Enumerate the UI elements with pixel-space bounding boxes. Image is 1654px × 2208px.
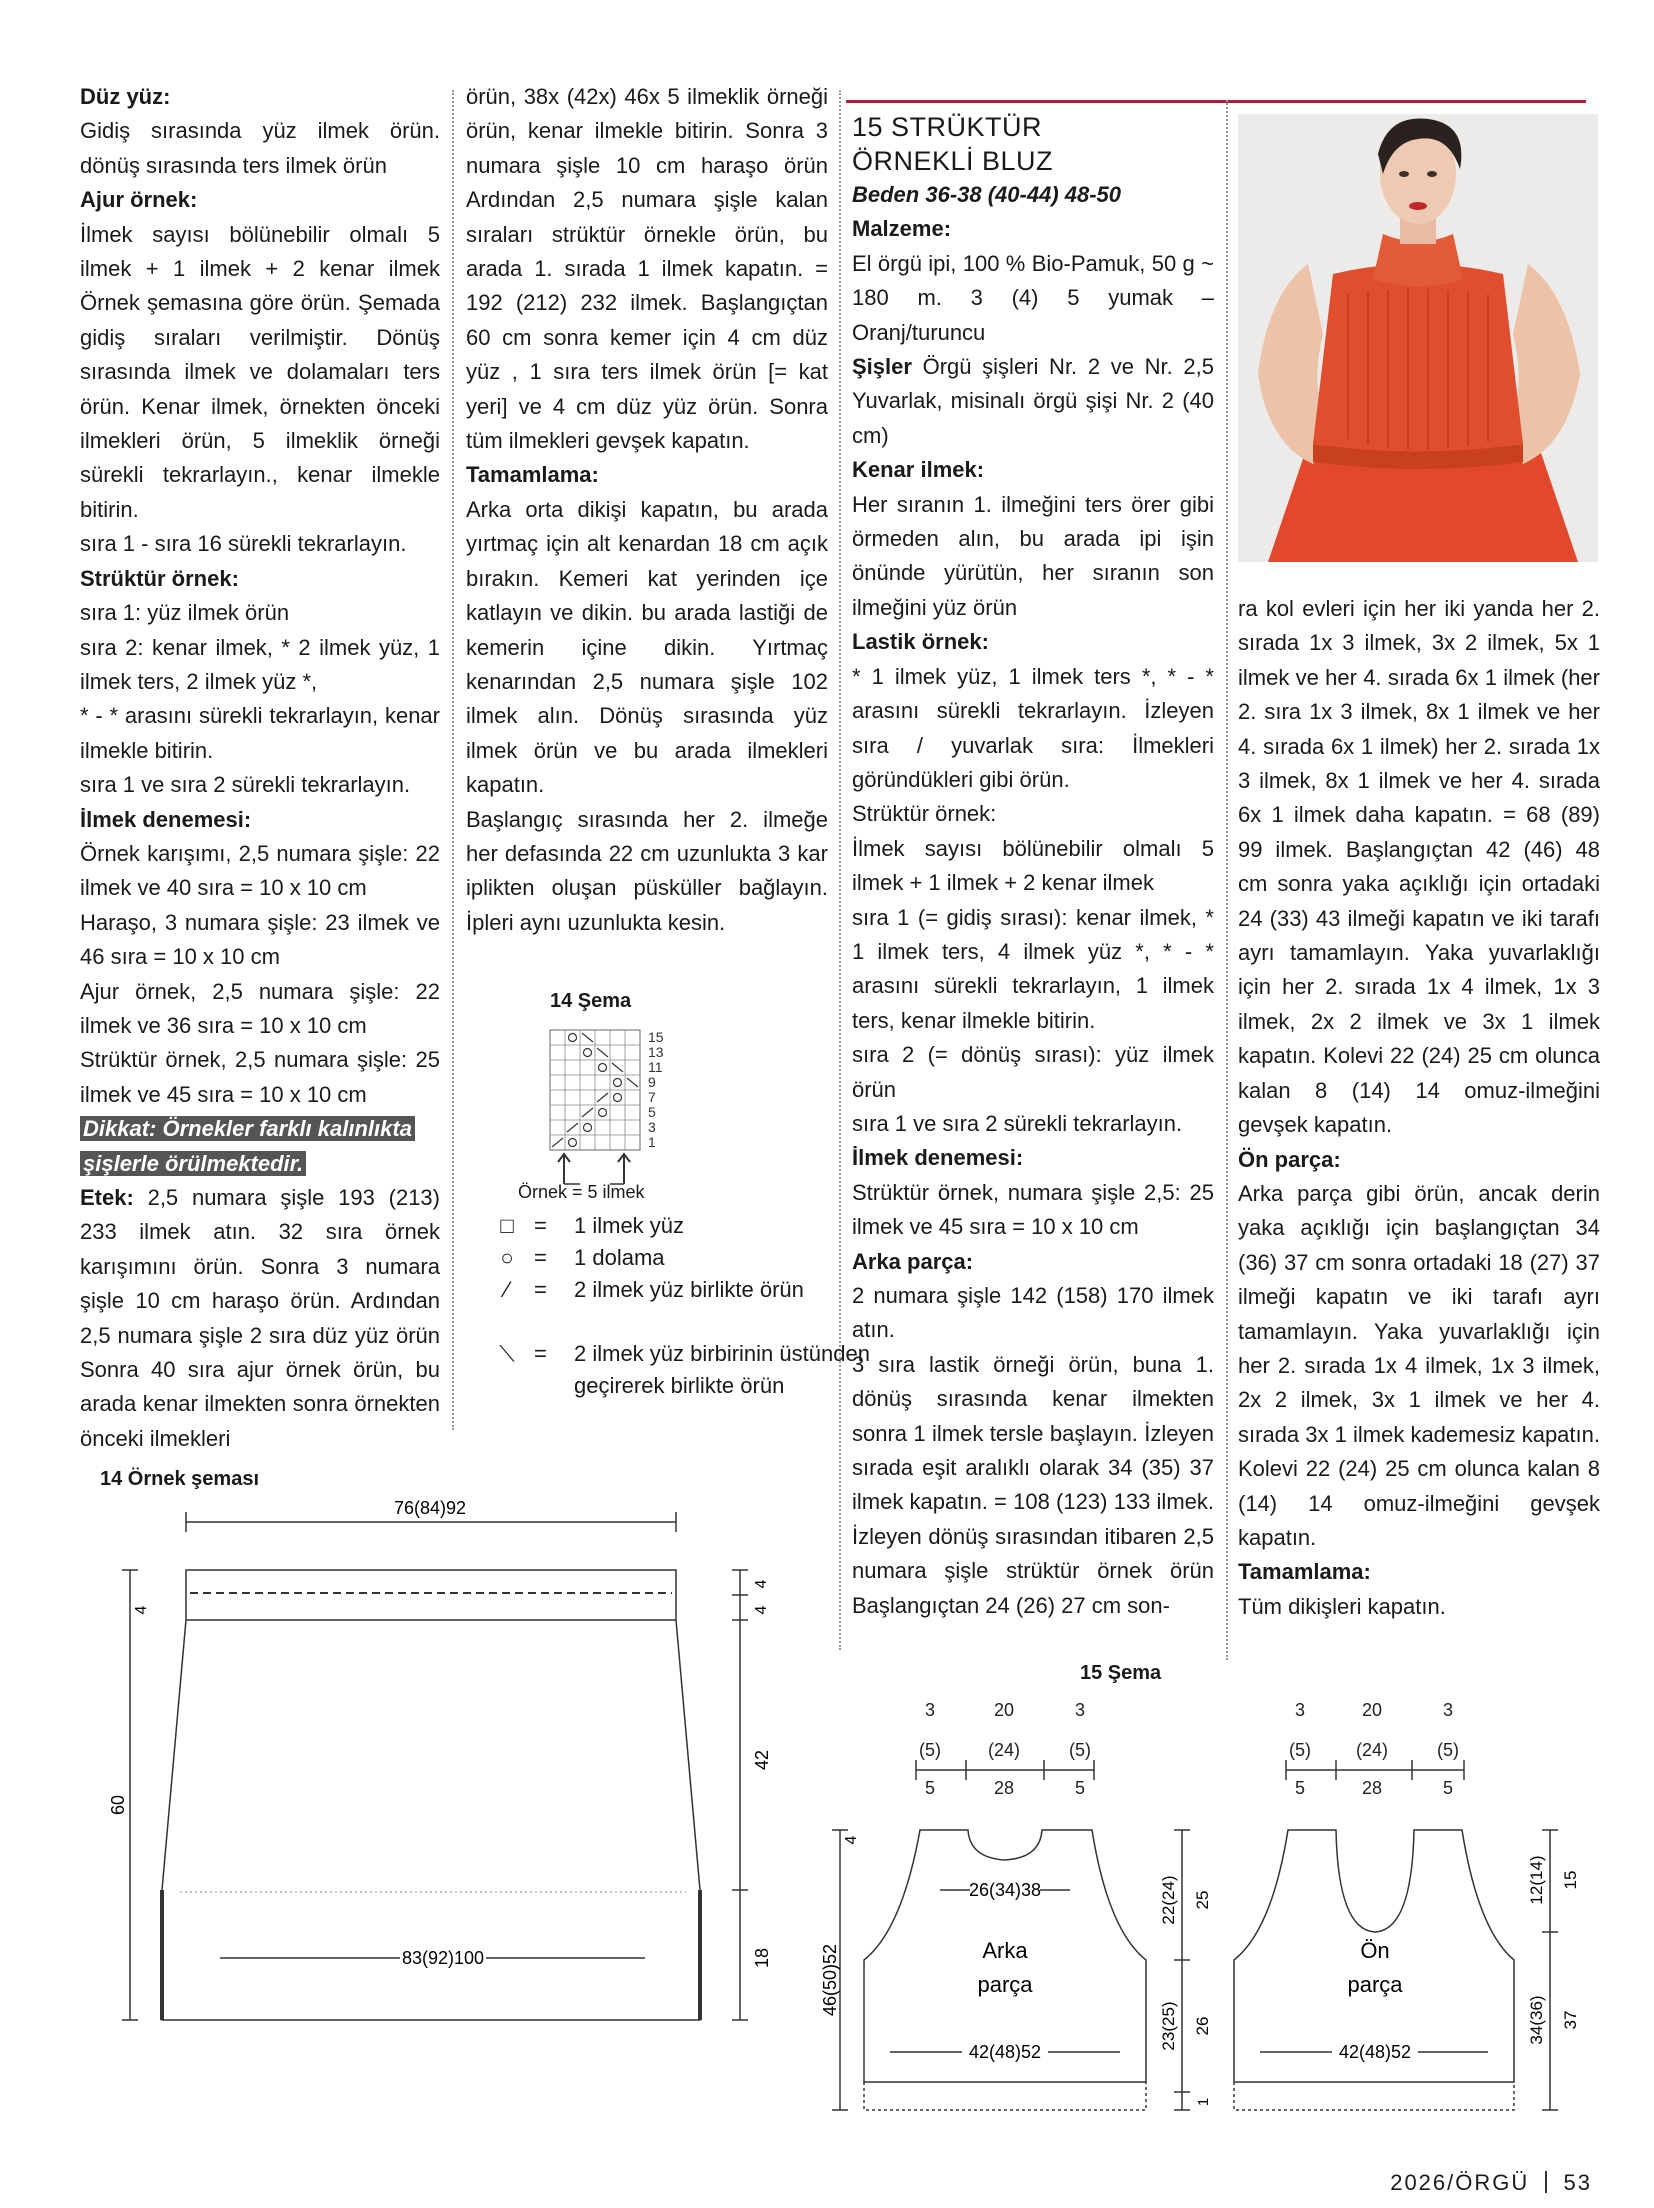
back-right-a2: 25 bbox=[1193, 1890, 1212, 1910]
paragraph: Şişler Örgü şişleri Nr. 2 ve Nr. 2,5 Yuvarlak, misinalı örgü şişi Nr. 2 (40 cm) bbox=[852, 354, 1214, 448]
skirt-schema-title: 14 Örnek şeması bbox=[100, 1468, 259, 1490]
paragraph: * - * arasını sürekli tekrarlayın, kenar ilmekle bitirin. bbox=[80, 703, 440, 763]
front-dim-b2: (24) bbox=[1355, 1740, 1389, 1760]
paragraph: ra kol evleri için her iki yanda her 2. sırada 1x 3 ilmek, 3x 2 ilmek, 5x 1 ilmek ve her 4. sırada 6x 1 ilmek (her 2. sıra 1x 3 ilmek, 8x 1 ilmek ve her 4. sırada 6x 1 ilmek) her 2. sırada 1x 3 ilmek, 8x 1 ilmek ve her 4. sırada 6x 1 ilmek daha kapatın. = 68 (89) 99 ilmek. Başlangıçtan 42 (46) 48 cm sonra yaka açıklığı için ortadaki 24 (33) 43 ilmeği kapatın ve iki tarafı ayrı tamamlayın. Yaka yuvarlaklığı için her 2. sırada 1x 4 ilmek, 1x 3 ilmek, 2x 2 ilmek ve 3x 1 ilmek kapatın. Kolevi 22 (24) 25 cm olunca kalan 8 (14) 14 omuz-ilmeğini gevşek kapatın. bbox=[1238, 596, 1600, 1138]
legend-text: 2 ilmek yüz birlikte örün bbox=[574, 1277, 804, 1302]
front-dim-b1: (5) bbox=[1289, 1740, 1311, 1760]
front-right-b2: 37 bbox=[1561, 2010, 1580, 2030]
skirt-left-band: 4 bbox=[133, 1605, 150, 1615]
back-right-b1: 23(25) bbox=[1159, 2001, 1178, 2051]
legend-symbol: ○ bbox=[500, 1245, 514, 1270]
front-right-b1: 34(36) bbox=[1527, 1995, 1546, 2045]
back-dim-b1: (5) bbox=[919, 1740, 941, 1760]
page-number: 53 bbox=[1563, 2170, 1592, 2195]
back-dim-c1: 5 bbox=[924, 1778, 936, 1798]
column-3 bbox=[852, 178, 1214, 1623]
legend-text: 1 ilmek yüz bbox=[574, 1213, 685, 1238]
chart-caption: Örnek = 5 ilmek bbox=[518, 1182, 645, 1202]
paragraph: Düz yüz: bbox=[80, 84, 171, 109]
paragraph: Lastik örnek: bbox=[852, 629, 989, 655]
paragraph: sıra 1 ve sıra 2 sürekli tekrarlayın. bbox=[80, 772, 411, 798]
column-4 bbox=[1238, 592, 1600, 1624]
back-dim-b2: (24) bbox=[987, 1740, 1021, 1760]
footer-divider bbox=[1545, 2171, 1547, 2193]
paragraph: Haraşo, 3 numara şişle: 23 ilmek ve 46 sıra = 10 x 10 cm bbox=[80, 909, 440, 970]
title-line-1: 15 STRÜKTÜR bbox=[852, 112, 1043, 142]
paragraph: sıra 2 (= dönüş sırası): yüz ilmek örün bbox=[852, 1042, 1214, 1102]
back-right-a1: 22(24) bbox=[1159, 1875, 1178, 1925]
back-dim-b3: (5) bbox=[1069, 1740, 1091, 1760]
paragraph: şişlerle örülmektedir. bbox=[80, 1147, 440, 1181]
back-right-b2: 26 bbox=[1193, 2016, 1212, 2036]
paragraph: Strüktür örnek, 2,5 numara şişle: 25 ilmek ve 45 sıra = 10 x 10 cm bbox=[80, 1047, 440, 1107]
page-footer bbox=[1390, 2170, 1592, 2196]
front-label-1: Ön bbox=[1360, 1938, 1390, 1963]
skirt-right-mid: 42 bbox=[752, 1749, 772, 1771]
paragraph: İlmek sayısı bölünebilir olmalı 5 ilmek + 1 ilmek + 2 kenar ilmek Örnek şemasına göre örün. Şemada gidiş sıraları verilmiştir. Dönüş sırasında ilmek ve dolamaları ters örün. Kenar ilmek, örnekten önceki ilmekleri örün, 5 ilmeklik örneği sürekli tekrarlayın., kenar ilmekle bitirin. bbox=[80, 221, 440, 522]
schema-15-title: 15 Şema bbox=[1080, 1662, 1162, 1684]
paragraph: Tüm dikişleri kapatın. bbox=[1238, 1593, 1446, 1619]
paragraph: sıra 1: yüz ilmek örün bbox=[80, 600, 290, 626]
paragraph: Örnek karışımı, 2,5 numara şişle: 22 ilmek ve 40 sıra = 10 x 10 cm bbox=[80, 840, 440, 901]
paragraph: * 1 ilmek yüz, 1 ilmek ters *, * - * arasını sürekli tekrarlayın. İzleyen sıra / yuvarlak sıra: İlmekleri göründükleri gibi örün. bbox=[852, 663, 1214, 792]
paragraph: örün, 38x (42x) 46x 5 ilmeklik örneği örün, kenar ilmekle bitirin. Sonra 3 numara şişle 10 cm haraşo örün Ardından 2,5 numara şişle kalan sıraları strüktür örnekle örün, bu arada 1. sırada 1 ilmek kapatın. = 192 (212) 232 ilmek. Başlangıçtan 60 cm sonra kemer için 4 cm düz yüz , 1 sıra ters ilmek örün [= kat yeri] ve 4 cm düz yüz örün. Sonra tüm ilmekleri gevşek kapatın. bbox=[466, 84, 828, 454]
paragraph: İlmek denemesi: bbox=[80, 806, 252, 832]
column-2 bbox=[466, 80, 828, 940]
paragraph: Etek: 2,5 numara şişle 193 (213) 233 ilmek atın. 32 sıra örnek karışımını örün. Sonra 3 numara şişle 10 cm haraşo örün. Ardından 2,5 numara şişle 2 sıra düz yüz örün Sonra 40 sıra ajur örnek örün, bu arada kenar ilmekten sonra örnekten önceki ilmekleri bbox=[80, 1185, 440, 1451]
back-dim-a1: 3 bbox=[924, 1700, 936, 1720]
legend-text: 1 dolama bbox=[574, 1245, 665, 1270]
skirt-left-height: 60 bbox=[108, 1794, 128, 1816]
column-divider bbox=[452, 90, 454, 1430]
skirt-top-width: 76(84)92 bbox=[393, 1498, 467, 1518]
column-1 bbox=[80, 80, 440, 1456]
chart-row-number: 5 bbox=[648, 1104, 656, 1120]
knit-chart-14 bbox=[548, 1028, 698, 1158]
back-dim-a2: 20 bbox=[993, 1700, 1015, 1720]
paragraph: Ajur örnek, 2,5 numara şişle: 22 ilmek ve 36 sıra = 10 x 10 cm bbox=[80, 978, 440, 1038]
skirt-right-band-1: 4 bbox=[753, 1579, 770, 1589]
legend-equals: = bbox=[534, 1245, 547, 1270]
paragraph: Strüktür örnek: bbox=[852, 801, 997, 827]
legend-symbol: ⟍ bbox=[499, 1341, 515, 1366]
article-title bbox=[852, 110, 1212, 178]
paragraph: Başlangıç sırasında her 2. ilmeğe her defasında 22 cm uzunlukta 3 kar iplikten oluşan püsküller bağlayın. İpleri aynı uzunlukta kesin. bbox=[466, 806, 828, 935]
chart-row-number: 13 bbox=[648, 1044, 664, 1060]
skirt-diagram bbox=[100, 1490, 820, 2050]
skirt-right-bottom: 18 bbox=[752, 1947, 772, 1969]
paragraph: Beden 36-38 (40-44) 48-50 bbox=[852, 182, 1122, 207]
front-width-bottom: 42(48)52 bbox=[1338, 2042, 1412, 2062]
schema-14-title: 14 Şema bbox=[550, 990, 632, 1012]
legend-equals: = bbox=[534, 1277, 547, 1302]
chart-row-number: 15 bbox=[648, 1029, 664, 1045]
front-dim-a3: 3 bbox=[1442, 1700, 1454, 1720]
paragraph: El örgü ipi, 100 % Bio-Pamuk, 50 g ~ 180 m. 3 (4) 5 yumak – Oranj/turuncu bbox=[852, 250, 1214, 345]
front-right-a2: 15 bbox=[1561, 1870, 1580, 1890]
paragraph: Strüktür örnek, numara şişle 2,5: 25 ilmek ve 45 sıra = 10 x 10 cm bbox=[852, 1179, 1214, 1240]
chart-row-number: 3 bbox=[648, 1119, 656, 1135]
paragraph: İlmek denemesi: bbox=[852, 1145, 1024, 1171]
back-left-top: 4 bbox=[843, 1835, 860, 1845]
back-dim-c2: 28 bbox=[993, 1778, 1015, 1798]
front-dim-a1: 3 bbox=[1294, 1700, 1306, 1720]
back-dim-a3: 3 bbox=[1074, 1700, 1086, 1720]
back-right-c: 1 bbox=[1195, 2097, 1212, 2107]
legend-equals: = bbox=[534, 1213, 547, 1238]
front-dim-b3: (5) bbox=[1437, 1740, 1459, 1760]
chart-row-number: 9 bbox=[648, 1074, 656, 1090]
front-label-2: parça bbox=[1347, 1972, 1403, 1997]
paragraph: sıra 1 ve sıra 2 sürekli tekrarlayın. bbox=[852, 1110, 1183, 1136]
paragraph: 3 sıra lastik örneği örün, buna 1. dönüş sırasında kenar ilmekten sonra 1 ilmek tersle başlayın. İzleyen sırada eşit aralıklı olarak 34 (35) 37 ilmek kapatın. = 108 (123) 133 ilmek. İzleyen dönüş sırasından itibaren 2,5 numara şişle strüktür örnek örün Başlangıçtan 24 (26) 27 cm son- bbox=[852, 1351, 1214, 1618]
blouse-diagram bbox=[820, 1690, 1610, 2130]
legend-text: 2 ilmek yüz birbirinin üstünden geçirerek birlikte örün bbox=[574, 1341, 870, 1398]
back-width-bottom: 42(48)52 bbox=[968, 2042, 1042, 2062]
paragraph: sıra 2: kenar ilmek, * 2 ilmek yüz, 1 ilmek ters, 2 ilmek yüz *, bbox=[80, 634, 440, 694]
paragraph: Arka parça: bbox=[852, 1248, 974, 1274]
column-divider bbox=[839, 90, 841, 1650]
paragraph: Dikkat: Örnekler farklı kalınlıkta bbox=[80, 1112, 440, 1146]
section-top-rule bbox=[846, 100, 1586, 103]
column-divider bbox=[1226, 100, 1228, 1660]
front-dim-c2: 28 bbox=[1361, 1778, 1383, 1798]
front-dim-c3: 5 bbox=[1442, 1778, 1454, 1798]
skirt-right-band-2: 4 bbox=[753, 1605, 770, 1615]
back-dim-c3: 5 bbox=[1074, 1778, 1086, 1798]
back-label-2: parça bbox=[977, 1972, 1033, 1997]
front-dim-c1: 5 bbox=[1294, 1778, 1306, 1798]
paragraph: Tamamlama: bbox=[466, 462, 599, 488]
paragraph: İlmek sayısı bölünebilir olmalı 5 ilmek + 1 ilmek + 2 kenar ilmek bbox=[852, 835, 1214, 896]
legend-equals: = bbox=[534, 1341, 547, 1366]
legend-symbol: ⁄ bbox=[505, 1277, 509, 1302]
front-dim-a2: 20 bbox=[1361, 1700, 1383, 1720]
issue-name: 2026/ÖRGÜ bbox=[1390, 2170, 1530, 2195]
paragraph: sıra 1 (= gidiş sırası): kenar ilmek, * 1 ilmek ters, 4 ilmek yüz *, * - * arasını sürekli tekrarlayın, 1 ilmek ters, kenar ilmekle bitirin. bbox=[852, 904, 1214, 1033]
legend-symbol: □ bbox=[500, 1213, 514, 1238]
paragraph: Malzeme: bbox=[852, 216, 952, 242]
paragraph: Ajur örnek: bbox=[80, 187, 198, 213]
paragraph: Arka orta dikişi kapatın, bu arada yırtmaç için alt kenardan 18 cm açık bırakın. Kemeri kat yerinden içe katlayın ve dikin. bu arada lastiği de kemerin içine dikin. Yırtmaç kenarından 2,5 numara şişle 102 ilmek alın. Dönüş sırasında yüz ilmek örün ve bu arada ilmekleri kapatın. bbox=[466, 496, 828, 798]
paragraph: Strüktür örnek: bbox=[80, 565, 239, 591]
paragraph: Arka parça gibi örün, ancak derin yaka açıklığı için başlangıçtan 34 (36) 37 cm sonra ortadaki 18 (27) 37 ilmeği kapatın ve iki tarafı ayrı tamamlayın. Yaka yuvarlaklığı için her 2. sırada 1x 4 ilmek, 1x 3 ilmek, 2x 2 ilmek, 3x 1 ilmek ve her 4. sırada 3x 1 ilmek kademesiz kapatın. Kolevi 22 (24) 25 cm olunca kalan 8 (14) 14 omuz-ilmeğini gevşek kapatın. bbox=[1238, 1180, 1600, 1550]
back-width-mid: 26(34)38 bbox=[968, 1880, 1042, 1900]
paragraph: Gidiş sırasında yüz ilmek örün. dönüş sırasında ters ilmek örün bbox=[80, 118, 440, 178]
paragraph: Her sıranın 1. ilmeğini ters örer gibi örmeden alın, bu arada ipi işin önünde yürütün, her sıranın son ilmeğini yüz örün bbox=[852, 491, 1214, 620]
paragraph: Ön parça: bbox=[1238, 1146, 1341, 1172]
paragraph: 2 numara şişle 142 (158) 170 ilmek atın. bbox=[852, 1283, 1214, 1343]
front-right-a1: 12(14) bbox=[1527, 1855, 1546, 1905]
paragraph: sıra 1 - sıra 16 sürekli tekrarlayın. bbox=[80, 531, 407, 557]
paragraph: Tamamlama: bbox=[1238, 1559, 1371, 1585]
skirt-bottom-width: 83(92)100 bbox=[401, 1948, 485, 1968]
chart-row-number: 11 bbox=[648, 1059, 663, 1075]
model-photo bbox=[1238, 114, 1598, 562]
chart-legend bbox=[492, 1210, 870, 1440]
chart-row-number: 7 bbox=[648, 1089, 656, 1105]
title-line-2: ÖRNEKLİ BLUZ bbox=[852, 146, 1054, 176]
paragraph: Kenar ilmek: bbox=[852, 457, 985, 483]
back-left-total: 46(50)52 bbox=[820, 1943, 840, 2017]
chart-row-number: 1 bbox=[648, 1134, 656, 1150]
back-label-1: Arka bbox=[982, 1938, 1028, 1963]
